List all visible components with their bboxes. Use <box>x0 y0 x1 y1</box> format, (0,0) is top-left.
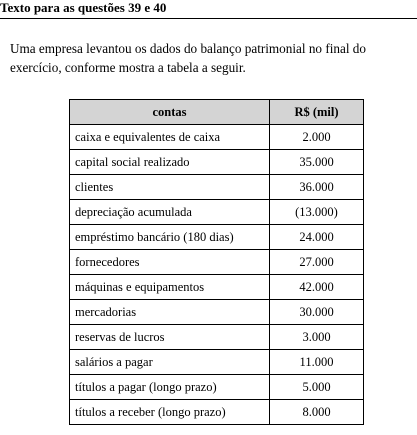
table-row <box>70 275 364 300</box>
table-row <box>70 225 364 250</box>
table-row <box>70 175 364 200</box>
column-header-accounts: contas <box>70 100 270 125</box>
table-row <box>70 325 364 350</box>
account-name-cell: caixa e equivalentes de caixa <box>70 125 270 150</box>
table-row <box>70 300 364 325</box>
section-heading: Texto para as questões 39 e 40 <box>0 0 167 15</box>
account-name-cell: empréstimo bancário (180 dias) <box>70 225 270 250</box>
column-header-amount: R$ (mil) <box>270 100 364 125</box>
amount-cell: 30.000 <box>270 300 364 325</box>
amount-cell: 8.000 <box>270 400 364 425</box>
amount-cell: 11.000 <box>270 350 364 375</box>
table-row <box>70 375 364 400</box>
account-name-cell: depreciação acumulada <box>70 200 270 225</box>
amount-cell: (13.000) <box>270 200 364 225</box>
account-name-cell: reservas de lucros <box>70 325 270 350</box>
amount-cell: 5.000 <box>270 375 364 400</box>
account-name-cell: mercadorias <box>70 300 270 325</box>
table-row <box>70 350 364 375</box>
account-name-cell: salários a pagar <box>70 350 270 375</box>
table-row <box>70 150 364 175</box>
table-row <box>70 400 364 425</box>
account-name-cell: fornecedores <box>70 250 270 275</box>
intro-paragraph: Uma empresa levantou os dados do balanço patrimonial no final do exercício, conforme mostra a tabela a seguir. <box>10 41 366 75</box>
account-name-cell: capital social realizado <box>70 150 270 175</box>
account-name-cell: máquinas e equipamentos <box>70 275 270 300</box>
account-name-cell: clientes <box>70 175 270 200</box>
amount-cell: 42.000 <box>270 275 364 300</box>
amount-cell: 27.000 <box>270 250 364 275</box>
amount-cell: 2.000 <box>270 125 364 150</box>
heading-divider <box>0 18 417 19</box>
amount-cell: 36.000 <box>270 175 364 200</box>
account-name-cell: títulos a receber (longo prazo) <box>70 400 270 425</box>
table-row <box>70 250 364 275</box>
balance-sheet-table <box>69 99 364 425</box>
amount-cell: 3.000 <box>270 325 364 350</box>
table-header-row <box>70 100 364 125</box>
account-name-cell: títulos a pagar (longo prazo) <box>70 375 270 400</box>
table-row <box>70 200 364 225</box>
amount-cell: 35.000 <box>270 150 364 175</box>
amount-cell: 24.000 <box>270 225 364 250</box>
table-row <box>70 125 364 150</box>
